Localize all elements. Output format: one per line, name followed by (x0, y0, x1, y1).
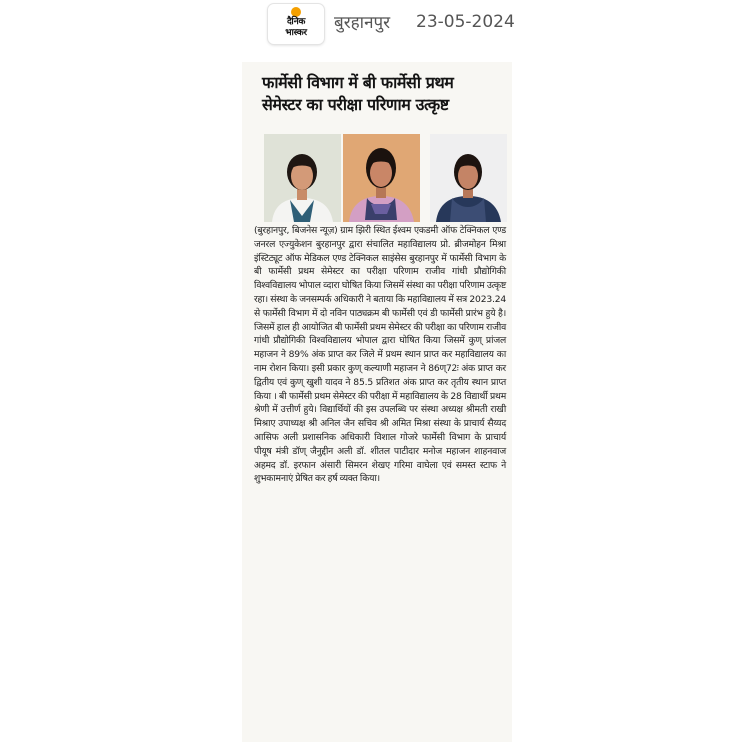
edition-city: बुरहानपुर (334, 13, 391, 33)
headline-line-2: सेमेस्टर का परीक्षा परिणाम उत्कृष्ट (262, 95, 449, 114)
article-headline (262, 72, 512, 116)
edition-date: 23-05-2024 (416, 12, 515, 32)
student-photo-1 (264, 134, 341, 222)
logo-text-line2: भास्कर (285, 28, 307, 38)
logo-sun-icon (291, 7, 301, 17)
dainik-bhaskar-logo (268, 4, 324, 44)
article-body-paragraph: (बुरहानपुर, बिजनेस न्यूज़) ग्राम झिरी स्थित ईश्वम एकडमी ऑफ टेक्निकल एण्ड जनरल एज्युकेशन बुरहानपुर द्वारा संचालित महाविद्यालय प्रो. ब्रीजमोहन मिश्रा इंस्टिट्यूट ऑफ मेडिकल एण्ड टेक्निकल साइंसेस बुरहानपुर में फार्मेसी विभाग के बी फार्मेसी प्रथम सेमेस्टर का परीक्षा परिणाम राजीव गांधी प्रौद्योगिकी विश्वविद्यालय भोपाल व्दारा घोषित किया जिसमें संस्था का परीक्षा परिणाम उत्कृष्ट रहा। संस्था के जनसम्पर्क अधिकारी ने बताया कि महाविद्यालय में सत्र 2023.24 से फार्मेसी विभाग में दो नविन पाठ्यक्रम बी फार्मेसी एवं डी फार्मेसी प्रारंभ हुये है। जिसमें हाल ही आयोजित बी फार्मेसी प्रथम सेमेस्टर की परीक्षा का परिणाम राजीव गांधी प्रौद्योगिकी विश्वविद्यालय भोपाल द्वारा घोषित किया जिसमें कुण् प्रांजल महाजन ने 89% अंक प्राप्त कर जिले में प्रथम स्थान प्राप्त कर महाविद्यालय का नाम रोशन किया। इसी प्रकार कुण् कल्याणी महाजन ने 86ण्72ः अंक प्राप्त कर द्वितीय एवं कुण् खुशी यादव ने 85.5 प्रतिशत अंक प्राप्त कर तृतीय स्थान प्राप्त किया । बी फार्मेसी प्रथम सेमेस्टर की परीक्षा में महाविद्यालय के 28 विद्यार्थी प्रथम श्रेणी में उत्तीर्ण हुये। विद्यार्थियों की इस उपलब्धि पर संस्था अध्यक्ष श्रीमती राखी मिश्राए उपाध्यक्ष श्री अनिल जैन सचिव श्री अमित मिश्रा संस्था के प्राचार्य सैय्यद आसिफ अली प्रशासनिक अधिकारी विशाल गोजरे फार्मेसी विभाग के प्राचार्य पीयूष मंत्री डॉण् जैनुद्दीन अली डॉ. शीतल पाटीदार मनोज महाजन शाहनवाज अहमद डॉ. इरफान अंसारी सिमरन शेखए गरिमा वाघेला एवं समस्त स्टाफ ने शुभकामनाएं प्रेषित कर हर्ष व्यक्त किया। (254, 225, 506, 485)
logo-text-line1: दैनिक (286, 17, 306, 27)
student-photo-2 (343, 134, 420, 222)
article-body (254, 224, 506, 486)
student-photo-3 (430, 134, 507, 222)
headline-line-1: फार्मेसी विभाग में बी फार्मेसी प्रथम (262, 73, 454, 92)
